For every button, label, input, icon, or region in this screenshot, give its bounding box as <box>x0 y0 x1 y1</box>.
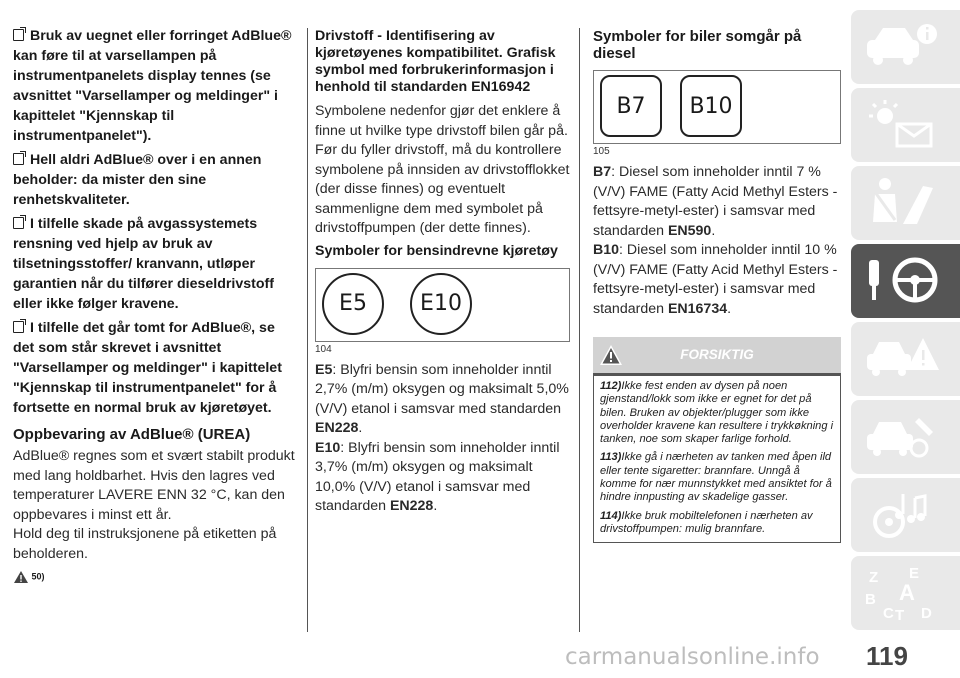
figure-number: 105 <box>593 146 610 157</box>
seatbelt-icon <box>863 174 943 232</box>
bullet-item: I tilfelle skade på avgassystemets rensning ved hjelp av bruk av tilsetningsstoffer/ kranvann, utløper garantien når du tilfører dieseldrivstoff eller ikke følger kravene. <box>13 216 274 312</box>
checkbox-icon <box>13 29 24 41</box>
warning-ref: 50) <box>13 570 298 584</box>
figure-diesel-symbols <box>593 70 841 144</box>
section-heading: Drivstoff - Identifisering av kjøretøyenes kompatibilitet. Grafisk symbol med forbrukerinformasjon i henhold til standarden EN16942 <box>315 28 556 95</box>
caution-title: FORSIKTIG <box>680 347 754 362</box>
symbol-e5: E5 <box>322 273 384 335</box>
caution-item: 112)Ikke fest enden av dysen på noen gjenstand/lokk som ikke er egnet for det på bilen. Bruken av objekter/plugger som ikke overholder kravene kan resultere i trykkøkning i tanken, noe som skaper farlige forhold. <box>600 380 834 446</box>
index-letter: B <box>865 591 876 608</box>
tab-safety[interactable] <box>851 166 960 240</box>
symbol-b7: B7 <box>600 75 662 137</box>
key-steering-wheel-icon <box>863 252 943 310</box>
caution-header <box>593 337 841 373</box>
column-right <box>593 26 841 543</box>
bullet-item: Hell aldri AdBlue® over i en annen beholder: da mister den sine renhetskvaliteter. <box>13 152 262 208</box>
caution-item: 114)Ikke bruk mobiltelefonen i nærheten av drivstoffpumpen: mulig brannfare. <box>600 509 813 535</box>
bullet-item: I tilfelle det går tomt for AdBlue®, se det som står skrevet i avsnittet "Varsellamper og meldinger" i kapittelet "Kjennskap til instrumentpanelet" for å fortsette en normal bruk av kjøretøyet. <box>13 320 282 416</box>
index-letter: C <box>883 605 894 622</box>
body-text: Før du fyller drivstoff, må du kontrollere symbolene på innsiden av drivstofflokket (der disse finnes) og eventuelt sammenligne dem med symbolet på drivstoffpumpen (der dette finnes). <box>315 142 570 236</box>
definition-e5: E5: Blyfri bensin som inneholder inntil 2,7% (m/m) oksygen og maksimalt 5,0% (V/V) etanol i samsvar med standarden EN228. <box>315 361 569 436</box>
bullet-item: Bruk av uegnet eller forringet AdBlue® kan føre til at varsellampen på instrumentpanelets display tennes (se avsnittet "Varsellamper og meldinger" i kapittelet "Kjennskap til instrumentpanelet"). <box>13 28 292 144</box>
car-warning-icon <box>863 330 943 388</box>
section-heading: Oppbevaring av AdBlue® (UREA) <box>13 426 251 443</box>
symbol-e10: E10 <box>410 273 472 335</box>
tab-starting-driving[interactable] <box>851 244 960 318</box>
subheading: Symboler for bensindrevne kjøretøy <box>315 242 558 259</box>
tab-maintenance[interactable] <box>851 400 960 474</box>
index-letter: T <box>895 607 905 622</box>
car-info-icon <box>863 18 943 76</box>
column-divider <box>307 28 308 632</box>
multimedia-icon <box>863 486 943 544</box>
section-heading: Symboler for biler somgår på diesel <box>593 28 802 62</box>
tab-multimedia[interactable] <box>851 478 960 552</box>
definition-e10: E10: Blyfri bensin som inneholder inntil 3,7% (m/m) oksygen og maksimalt 10,0% (V/V) etanol i samsvar med standarden EN228. <box>315 439 560 514</box>
warning-icon <box>13 570 29 584</box>
definition-b10: B10: Diesel som inneholder inntil 10 % (V/V) FAME (Fatty Acid Methyl Esters - fettsyre-metyl-ester) i samsvar med standarden EN16734. <box>593 242 838 317</box>
car-service-icon <box>863 408 943 466</box>
tab-warning-lights[interactable] <box>851 88 960 162</box>
tab-index[interactable] <box>851 556 960 630</box>
symbol-b10: B10 <box>680 75 742 137</box>
tab-dashboard[interactable] <box>851 10 960 84</box>
figure-petrol-symbols <box>315 268 570 342</box>
checkbox-icon <box>13 321 24 333</box>
body-text: Symbolene nedenfor gjør det enklere å finne ut hvilke type drivstoff bilen går på. <box>315 103 568 139</box>
caution-item: 113)Ikke gå i nærheten av tanken med åpen ild eller tente sigaretter: brannfare. Unngå å komme for nær munnstykket med ansiktet for å hindre innpusting av skadelige gasser. <box>600 451 832 504</box>
checkbox-icon <box>13 217 24 229</box>
index-letter: E <box>909 565 920 582</box>
index-letter: D <box>921 605 932 622</box>
tab-emergency[interactable] <box>851 322 960 396</box>
watermark: carmanualsonline.info <box>565 644 820 670</box>
body-text: AdBlue® regnes som et svært stabilt produkt med lang holdbarhet. Hvis den lagres ved temperaturer LAVERE ENN 32 °C, kan den oppbevares i minst ett år. <box>13 448 295 523</box>
lights-message-icon <box>863 96 943 154</box>
checkbox-icon <box>13 153 24 165</box>
figure-number: 104 <box>315 343 332 355</box>
page-number: 119 <box>866 641 908 671</box>
definition-b7: B7: Diesel som inneholder inntil 7 % (V/V) FAME (Fatty Acid Methyl Esters - fettsyre-metyl-ester) i samsvar med standarden EN590. <box>593 164 838 239</box>
body-text: Hold deg til instruksjonene på etiketten på beholderen. <box>13 526 277 562</box>
index-letter: Z <box>869 569 879 586</box>
alphabet-index-icon <box>863 564 943 622</box>
column-left <box>13 26 298 584</box>
column-divider <box>579 28 580 632</box>
caution-box <box>593 373 841 543</box>
index-letter: A <box>899 580 915 605</box>
column-middle <box>315 26 570 517</box>
